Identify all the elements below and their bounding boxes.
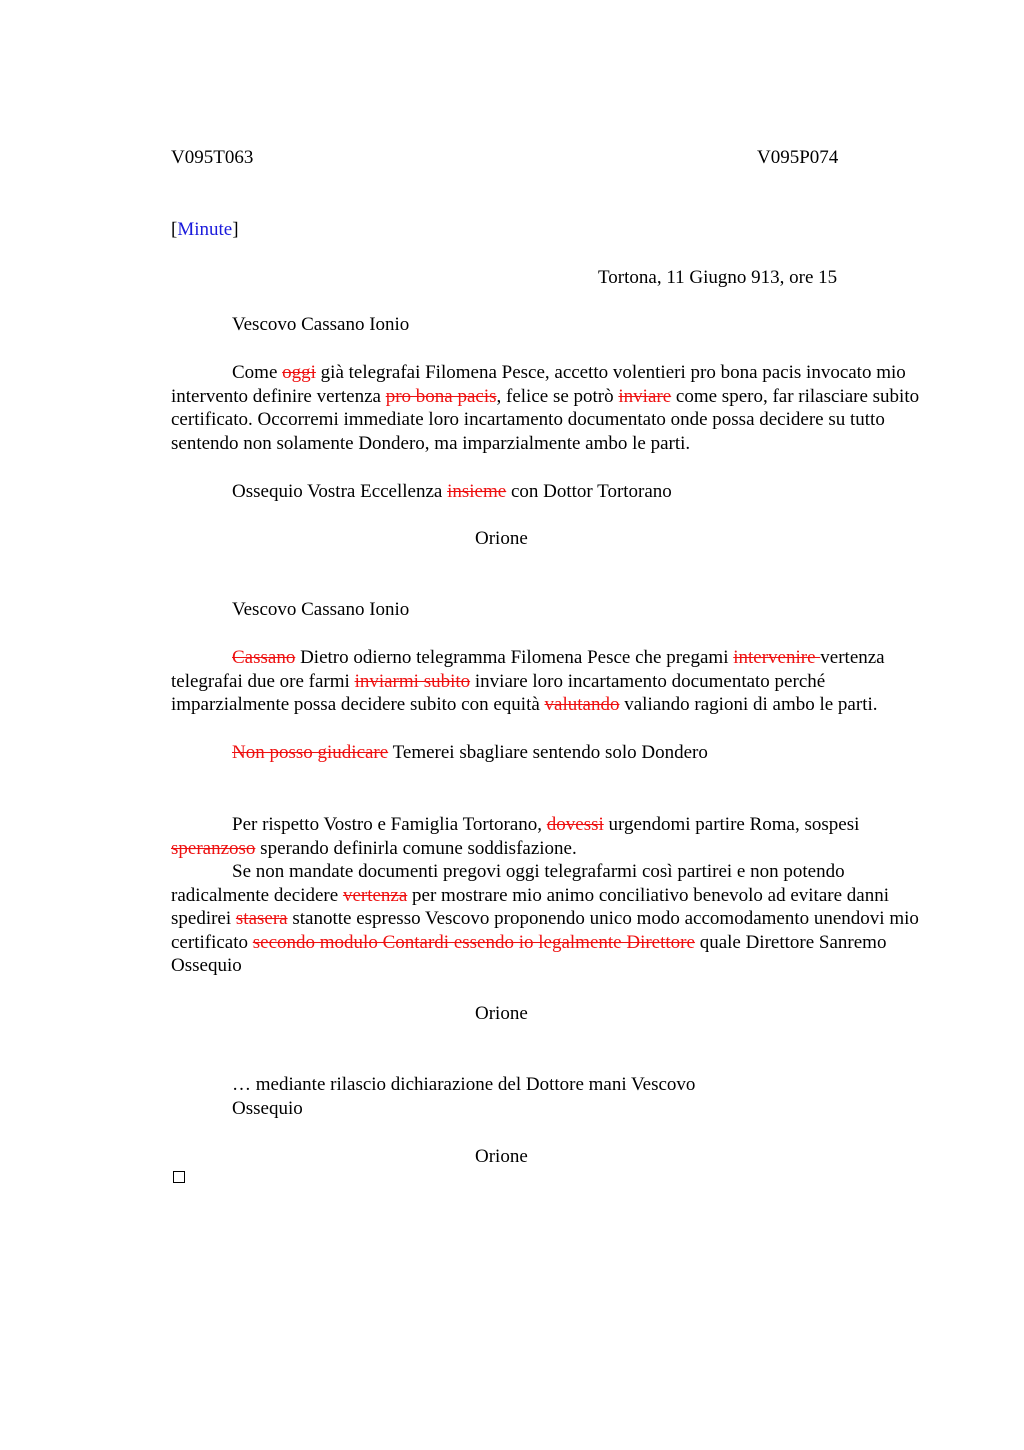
letter1-signature: Orione xyxy=(475,528,528,549)
minute-bracket-close: ] xyxy=(232,219,239,240)
text-run: già telegrafai Filomena Pesce, accetto volentieri pro bona pacis invocato mio intervento definire vertenza xyxy=(171,362,906,407)
minute-bracket-open: [ xyxy=(171,219,178,240)
letter2-paragraph-4 xyxy=(171,860,931,978)
deleted-text: speranzoso xyxy=(171,837,256,859)
letter1-paragraph-2 xyxy=(171,480,931,504)
letter3-line-1: … mediante rilascio dichiarazione del Dottore mani Vescovo xyxy=(232,1074,696,1095)
text-run: Temerei sbagliare sentendo solo Dondero xyxy=(388,742,708,763)
deleted-text: Non posso giudicare xyxy=(232,742,389,763)
deleted-text: inviarmi subito xyxy=(354,670,471,692)
deleted-text: insieme xyxy=(447,481,507,502)
deleted-text: dovessi xyxy=(546,814,604,835)
minute-label xyxy=(171,218,239,242)
deleted-text: oggi xyxy=(282,362,316,383)
deleted-text: stasera xyxy=(235,908,288,929)
text-run: Per rispetto Vostro e Famiglia Tortorano, xyxy=(232,814,547,835)
deleted-text: vertenza xyxy=(342,884,408,906)
deleted-text: inviare xyxy=(618,385,672,407)
document-code-left: V095T063 xyxy=(171,147,254,168)
letter2-address: Vescovo Cassano Ionio xyxy=(232,599,410,620)
letter1-address: Vescovo Cassano Ionio xyxy=(232,314,410,335)
text-run: , felice se potrò xyxy=(496,385,619,407)
text-run: urgendomi partire Roma, sospesi xyxy=(603,814,860,835)
text-run: per mostrare mio animo conciliativo benevolo ad evitare danni spedirei xyxy=(171,884,889,929)
text-run: valiando ragioni di ambo le parti. xyxy=(619,694,878,715)
text-run: Come xyxy=(232,362,283,383)
deleted-text: secondo modulo Contardi essendo io legalmente Direttore xyxy=(252,931,695,953)
text-run: con Dottor Tortorano xyxy=(506,481,672,502)
text-run: Dietro odierno telegramma Filomena Pesce che pregami xyxy=(295,647,734,668)
date-line: Tortona, 11 Giugno 913, ore 15 xyxy=(598,267,838,288)
text-run: inviare loro incartamento documentato perché imparzialmente possa decidere subito con equità xyxy=(171,670,826,715)
deleted-text: valutando xyxy=(544,694,620,715)
document-code-right: V095P074 xyxy=(757,147,839,168)
deleted-text: pro bona pacis xyxy=(385,385,497,407)
text-run: Se non mandate documenti pregovi oggi telegrafarmi così partirei e non potendo radicalmente decidere xyxy=(171,861,845,906)
letter2-paragraph-3 xyxy=(171,813,931,860)
text-run: come spero, far rilasciare subito certificato. Occorremi immediate loro incartamento documentato onde possa decidere su tutto sentendo non solamente Dondero, ma imparzialmente ambo le parti. xyxy=(171,385,920,454)
letter2-paragraph-2 xyxy=(171,741,931,765)
letter2-paragraph-1 xyxy=(171,646,931,717)
deleted-text: intervenire xyxy=(733,647,821,668)
text-run: stanotte espresso Vescovo proponendo unico modo accomodamento unendovi mio certificato xyxy=(171,908,919,953)
minute-link[interactable]: Minute xyxy=(177,219,233,240)
letter3-line-2: Ossequio xyxy=(232,1098,303,1119)
letter3-signature: Orione xyxy=(475,1146,528,1167)
text-run: sperando definirla comune soddisfazione. xyxy=(255,837,577,859)
letter2-signature: Orione xyxy=(475,1003,528,1024)
text-run: Ossequio Vostra Eccellenza xyxy=(232,481,448,502)
end-checkbox-icon xyxy=(173,1171,185,1183)
text-run: vertenza telegrafai due ore farmi xyxy=(171,647,885,692)
text-run: quale Direttore Sanremo Ossequio xyxy=(171,931,887,976)
deleted-text: Cassano xyxy=(232,647,296,668)
letter1-paragraph-1 xyxy=(171,361,931,455)
